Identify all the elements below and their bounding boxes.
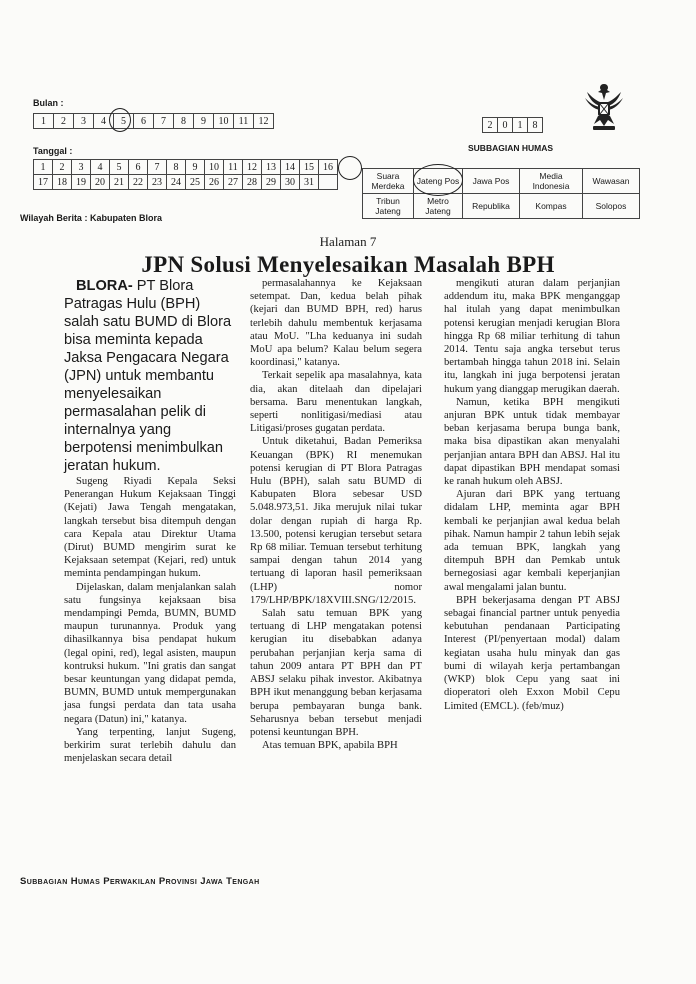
media-cell: Solopos: [583, 194, 640, 219]
tanggal-cell: 26: [205, 175, 224, 190]
tanggal-cell: 21: [110, 175, 129, 190]
media-cell: Jateng Pos: [414, 169, 463, 194]
tanggal-cell: 11: [224, 160, 243, 175]
wilayah-berita: Wilayah Berita : Kabupaten Blora: [20, 213, 162, 223]
article-paragraph: Sugeng Riyadi Kepala Seksi Penerangan Hukum Kejaksaan Tinggi (Kejati) Jawa Tengah mengatakan, langkah tersebut bisa ditempuh dengan cara Kepala atau Direktur Utama (Dirut) BUMD mengirim surat ke Kejaksaan setempat (Kejari, red) untuk meminta pendampingan hukum.: [64, 476, 236, 580]
tanggal-empty-cell: [319, 175, 338, 190]
tanggal-cell: 27: [224, 175, 243, 190]
bulan-cell: 12: [254, 114, 274, 129]
tanggal-cell: 30: [281, 175, 300, 190]
tanggal-cell: 24: [167, 175, 186, 190]
bulan-label: Bulan :: [33, 98, 64, 108]
tanggal-cell: 17: [34, 175, 53, 190]
media-cell: Suara Merdeka: [363, 169, 414, 194]
headline: JPN Solusi Menyelesaikan Masalah BPH: [141, 252, 555, 277]
article-column-3: [444, 277, 620, 713]
tanggal-cell: 10: [205, 160, 224, 175]
bulan-cell: 1: [34, 114, 54, 129]
article-paragraph: mengikuti aturan dalam perjanjian addendum itu, maka BPK menganggap hal itulah yang dapat menimbulkan potensi kerugian menjadi kerugian Blora hingga Rp 68 miliar terhitung di tahun 2014. Tentu saja angka tersebut terus bertambah hingga tahun 2018 ini. Selain itu, langkah ini juga berpotensi jeratan hukum yang dianggap merugikan daerah.: [444, 278, 620, 395]
tanggal-cell: 14: [281, 160, 300, 175]
tanggal-cell: 6: [129, 160, 148, 175]
bulan-selected-circle: [109, 108, 131, 132]
subbagian-label: SUBBAGIAN HUMAS: [468, 143, 553, 153]
media-cell: Republika: [463, 194, 520, 219]
year-digit-cell: 2: [483, 118, 498, 133]
tanggal-cell: 23: [148, 175, 167, 190]
tanggal-cell: 31: [300, 175, 319, 190]
media-cell: Wawasan: [583, 169, 640, 194]
bulan-cell: 8: [174, 114, 194, 129]
media-cell: Media Indonesia: [520, 169, 583, 194]
bulan-cell: 10: [214, 114, 234, 129]
bulan-grid: [33, 113, 274, 129]
dateline: BLORA-: [76, 278, 133, 294]
article-paragraph: Namun, ketika BPH mengikuti anjuran BPK untuk tidak membayar beban kerjasama berupa bunga bank, maka bisa dipastikan akan menyalahi perjanjian antara BPH dan ABSJ. Hal itu dapat dipastikan BPH mendapat somasi ke ranah hukum oleh ABSJ.: [444, 396, 620, 488]
year-digit-cell: 0: [498, 118, 513, 133]
tanggal-cell: 1: [34, 160, 53, 175]
bulan-cell: 11: [234, 114, 254, 129]
year-digit-cell: 1: [513, 118, 528, 133]
tanggal-cell: 22: [129, 175, 148, 190]
bulan-cell: 7: [154, 114, 174, 129]
tanggal-cell: 20: [91, 175, 110, 190]
tanggal-cell: 28: [243, 175, 262, 190]
article-paragraph: Ajuran dari BPK yang tertuang didalam LHP, meminta agar BPH kembali ke perjanjian awal kedua belah pihak. Namun hampir 2 tahun lebih sejak ada temuan BPK, langkah yang ditempuh BPH dan Pemkab untuk bernegosiasi agar kembali keperjanjian awal mengalami jalan buntu.: [444, 489, 620, 593]
lead-text: PT Blora Patragas Hulu (BPH) salah satu BUMD di Blora bisa meminta kepada Jaksa Pengacara Negara (JPN) untuk membantu menyelesaikan permasalahan pelik di internalnya yang berpotensi menimbulkan jeratan hukum.: [64, 278, 232, 474]
lead-paragraph: [64, 277, 236, 475]
tanggal-cell: 18: [53, 175, 72, 190]
article-paragraph: permasalahannya ke Kejaksaan setempat. Dan, kedua belah pihak (kejari dan BUMD BPH, red) harus terlebih dahulu membentuk kerjasama atau MoU. "Lha keduanya ini sudah MoU apa belum? Kalau belum segera koordinasi," katanya.: [250, 278, 422, 369]
media-cell: Metro Jateng: [414, 194, 463, 219]
tanggal-cell: 3: [72, 160, 91, 175]
media-selected-circle: [413, 164, 463, 196]
garuda-emblem-icon: [584, 78, 624, 134]
article-paragraph: Atas temuan BPK, apabila BPH: [262, 740, 398, 752]
bulan-cell: 3: [74, 114, 94, 129]
year-digit-cell: 8: [528, 118, 543, 133]
media-cell: Jawa Pos: [463, 169, 520, 194]
tanggal-cell: 4: [91, 160, 110, 175]
media-cell: Tribun Jateng: [363, 194, 414, 219]
tanggal-cell: 15: [300, 160, 319, 175]
tanggal-cell: 16: [319, 160, 338, 175]
article-paragraph: Dijelaskan, dalam menjalankan salah satu fungsinya kejaksaan bisa mendampingi Pemda, BUMN, BUMD maupun turunannya. Produk yang dihasilkannya bisa pendapat hukum (legal opini, red), legal asisten, maupun kontruksi hukum. "Ini gratis dan sangat besar keuntungan yang didapat pemda, BUMN, BUMD untuk mempergunakan jasa fungsi perdata dan tata usaha negara (Datun) ini," katanya.: [64, 581, 236, 725]
article-paragraph: Yang terpenting, lanjut Sugeng, berkirim surat terlebih dahulu dan menjelaskan secara detail: [64, 726, 236, 765]
tanggal-selected-circle: [338, 156, 362, 180]
tanggal-cell: 13: [262, 160, 281, 175]
article-column-2: [250, 277, 422, 752]
article-paragraph: Terkait sepelik apa masalahnya, kata dia, akan ditelaah dan dipelajari bersama. Baru menentukan langkah, seperti nonlitigasi/mediasi atau Litigasi/proses gugatan perdata.: [250, 370, 422, 435]
media-table: [362, 168, 640, 219]
bulan-cell: 5: [114, 114, 134, 129]
tanggal-cell: 9: [186, 160, 205, 175]
bulan-cell: 4: [94, 114, 114, 129]
bulan-cell: 2: [54, 114, 74, 129]
bulan-cell: 9: [194, 114, 214, 129]
tanggal-cell: 5: [110, 160, 129, 175]
year-grid: [482, 117, 543, 133]
article-column-1: [64, 277, 236, 765]
tanggal-cell: 29: [262, 175, 281, 190]
tanggal-grid: [33, 159, 338, 190]
tanggal-cell: 7: [148, 160, 167, 175]
footer: Subbagian Humas Perwakilan Provinsi Jawa Tengah: [20, 876, 260, 887]
media-cell: Kompas: [520, 194, 583, 219]
article-paragraph: BPH bekerjasama dengan PT ABSJ sebagai financial partner untuk penyedia kebutuhan pendanaan Participating Interest (PI/penyertaan modal) dalam kegiatan usaha hulu minyak dan gas bumi di wilayah kerja pertambangan (WKP) blok Cepu yang saat ini dioperatori oleh Exxon Mobil Cepu Limited (EMCL). (feb/muz): [444, 594, 620, 712]
tanggal-label: Tanggal :: [33, 146, 73, 156]
tanggal-cell: 12: [243, 160, 262, 175]
page-number: Halaman 7: [319, 234, 377, 249]
tanggal-cell: 19: [72, 175, 91, 190]
article-paragraph: Salah satu temuan BPK yang tertuang di LHP mengatakan potensi kerugian itu disebabkan adanya perubahan perjanjian kerja sama di tahun 2009 antara PT BPH dan PT ABSJ selaku pihak investor. Akibatnya BPH ikut menanggung beban kerjasama berupa pembayaran bunga bank. Seharusnya beban tersebut menjadi potensi keuntungan BPH.: [250, 608, 422, 738]
tanggal-cell: 2: [53, 160, 72, 175]
tanggal-cell: 25: [186, 175, 205, 190]
bulan-cell: 6: [134, 114, 154, 129]
tanggal-cell: 8: [167, 160, 186, 175]
article-paragraph: Untuk diketahui, Badan Pemeriksa Keuangan (BPK) RI menemukan potensi kerugian di PT Blora Patragas Hulu (BPH), salah satu BUMD di Kabupaten Blora sebesar USD 5.048.973,51. Jika merujuk nilai tukar dolar dengan rupiah di harga Rp. 13.500, potensi kerugian tersebut setara Rp 68 miliar. Temuan tersebut terhitung sampai dengan tahun 2014 yang tertuang di laporan hasil pemeriksaan (LHP) nomor 179/LHP/BPK/18XVIII.SNG/12/2015.: [250, 436, 422, 606]
